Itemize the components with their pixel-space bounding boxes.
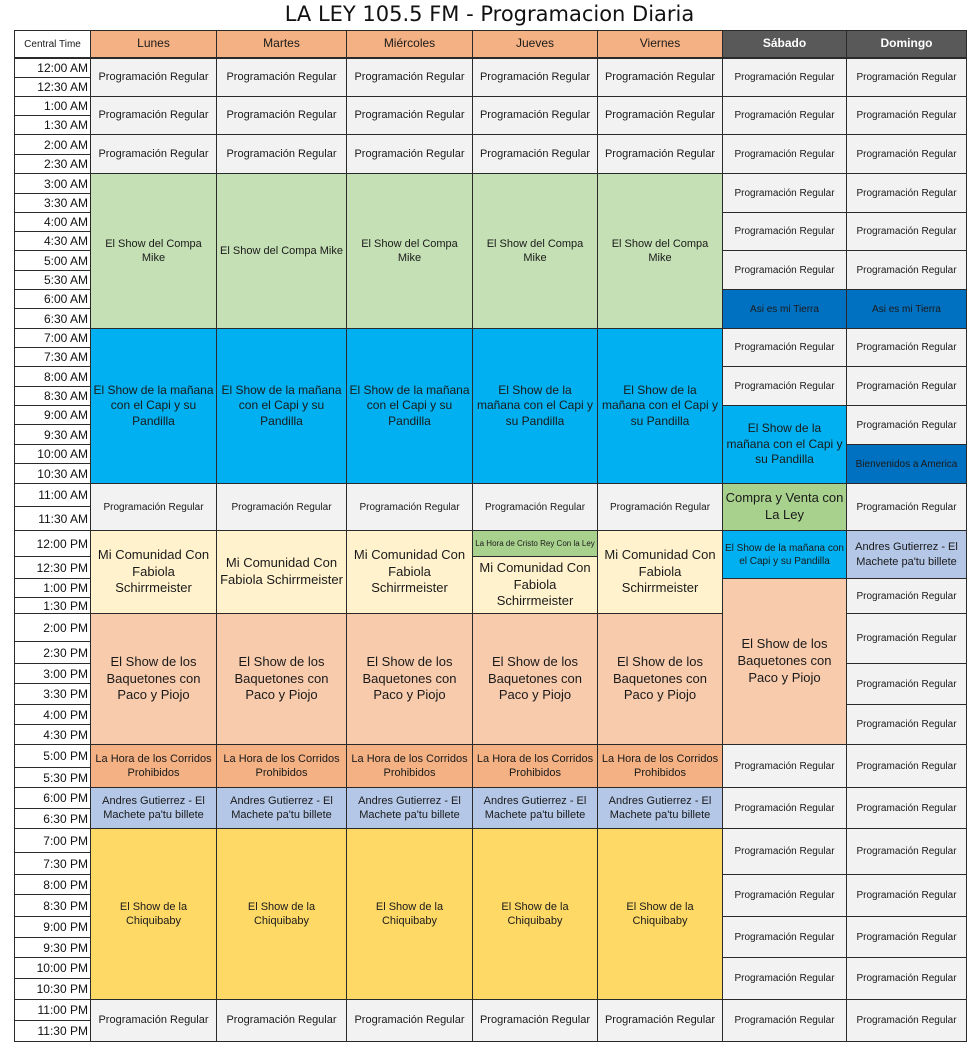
program-baquetones: El Show de los Baquetones con Paco y Piojo bbox=[597, 613, 723, 745]
program-regular: Programación Regular bbox=[346, 134, 473, 174]
program-regular: Programación Regular bbox=[597, 483, 723, 531]
time-label: 12:00 PM bbox=[14, 530, 91, 557]
program-regular: Programación Regular bbox=[722, 916, 847, 958]
time-label: 9:00 PM bbox=[14, 916, 91, 938]
program-baquetones: El Show de los Baquetones con Paco y Piojo bbox=[90, 613, 217, 745]
program-regular: Programación Regular bbox=[846, 58, 967, 97]
time-label: 11:00 PM bbox=[14, 999, 91, 1021]
time-label: 11:30 PM bbox=[14, 1020, 91, 1042]
program-regular: Programación Regular bbox=[346, 999, 473, 1042]
program-regular: Programación Regular bbox=[597, 134, 723, 174]
program-corridos: La Hora de los Corridos Prohibidos bbox=[597, 744, 723, 788]
program-bienvenidos: Bienvenidos a America bbox=[846, 444, 967, 484]
program-regular: Programación Regular bbox=[846, 787, 967, 829]
program-machete: Andres Gutierrez - El Machete pa'tu billete bbox=[90, 787, 217, 829]
program-regular: Programación Regular bbox=[722, 874, 847, 917]
program-regular: Programación Regular bbox=[722, 787, 847, 829]
time-label: 3:00 PM bbox=[14, 663, 91, 684]
program-comunidad: Mi Comunidad Con Fabiola Schirrmeister bbox=[597, 530, 723, 614]
program-regular: Programación Regular bbox=[472, 96, 598, 135]
time-label: 2:30 PM bbox=[14, 641, 91, 664]
program-corridos: La Hora de los Corridos Prohibidos bbox=[346, 744, 473, 788]
program-compa-mike: El Show del Compa Mike bbox=[216, 173, 347, 329]
program-compa-mike: El Show del Compa Mike bbox=[472, 173, 598, 329]
program-regular: Programación Regular bbox=[472, 999, 598, 1042]
program-regular: Programación Regular bbox=[846, 744, 967, 788]
program-regular: Programación Regular bbox=[846, 96, 967, 135]
program-regular: Programación Regular bbox=[722, 250, 847, 290]
program-regular: Programación Regular bbox=[722, 328, 847, 367]
program-regular: Programación Regular bbox=[722, 957, 847, 1000]
time-column-header: Central Time bbox=[14, 30, 91, 58]
program-regular: Programación Regular bbox=[472, 134, 598, 174]
time-label: 7:30 PM bbox=[14, 852, 91, 875]
program-regular: Programación Regular bbox=[846, 134, 967, 174]
time-label: 11:30 AM bbox=[14, 506, 91, 531]
program-machete: Andres Gutierrez - El Machete pa'tu billete bbox=[472, 787, 598, 829]
program-machete: Andres Gutierrez - El Machete pa'tu billete bbox=[597, 787, 723, 829]
time-label: 10:00 AM bbox=[14, 444, 91, 464]
program-regular: Programación Regular bbox=[90, 96, 217, 135]
program-compa-mike: El Show del Compa Mike bbox=[90, 173, 217, 329]
program-regular: Programación Regular bbox=[216, 999, 347, 1042]
program-regular: Programación Regular bbox=[90, 999, 217, 1042]
time-label: 10:00 PM bbox=[14, 957, 91, 979]
time-label: 6:30 PM bbox=[14, 808, 91, 829]
program-baquetones: El Show de los Baquetones con Paco y Piojo bbox=[722, 578, 847, 745]
day-header-3: Jueves bbox=[472, 30, 598, 58]
time-label: 4:30 PM bbox=[14, 724, 91, 745]
program-regular: Programación Regular bbox=[846, 366, 967, 406]
time-label: 9:00 AM bbox=[14, 405, 91, 425]
program-regular: Programación Regular bbox=[846, 212, 967, 251]
program-regular: Programación Regular bbox=[216, 134, 347, 174]
program-manana: El Show de la mañana con el Capi y su Pandilla bbox=[722, 530, 847, 579]
time-label: 2:00 PM bbox=[14, 613, 91, 642]
time-label: 5:30 AM bbox=[14, 270, 91, 290]
program-baquetones: El Show de los Baquetones con Paco y Piojo bbox=[346, 613, 473, 745]
program-manana: El Show de la mañana con el Capi y su Pandilla bbox=[722, 405, 847, 484]
day-header-0: Lunes bbox=[90, 30, 217, 58]
time-label: 1:00 AM bbox=[14, 96, 91, 116]
program-regular: Programación Regular bbox=[722, 366, 847, 406]
program-regular: Programación Regular bbox=[722, 96, 847, 135]
day-header-4: Viernes bbox=[597, 30, 723, 58]
program-regular: Programación Regular bbox=[722, 999, 847, 1042]
program-corridos: La Hora de los Corridos Prohibidos bbox=[216, 744, 347, 788]
program-regular: Programación Regular bbox=[846, 483, 967, 531]
program-machete: Andres Gutierrez - El Machete pa'tu billete bbox=[346, 787, 473, 829]
program-regular: Programación Regular bbox=[216, 58, 347, 97]
program-comunidad: Mi Comunidad Con Fabiola Schirrmeister bbox=[216, 530, 347, 614]
time-label: 5:00 PM bbox=[14, 744, 91, 768]
page-title: LA LEY 105.5 FM - Programacion Diaria bbox=[284, 2, 695, 26]
time-label: 9:30 PM bbox=[14, 937, 91, 958]
program-compa-mike: El Show del Compa Mike bbox=[346, 173, 473, 329]
time-label: 8:00 PM bbox=[14, 874, 91, 895]
time-label: 9:30 AM bbox=[14, 424, 91, 445]
day-header-5: Sábado bbox=[722, 30, 847, 58]
program-chiquibaby: El Show de la Chiquibaby bbox=[346, 828, 473, 1000]
program-regular: Programación Regular bbox=[846, 957, 967, 1000]
program-manana: El Show de la mañana con el Capi y su Pandilla bbox=[346, 328, 473, 484]
time-label: 7:30 AM bbox=[14, 347, 91, 367]
program-regular: Programación Regular bbox=[846, 828, 967, 875]
program-manana: El Show de la mañana con el Capi y su Pandilla bbox=[472, 328, 598, 484]
time-label: 10:30 PM bbox=[14, 978, 91, 1000]
program-regular: Programación Regular bbox=[722, 134, 847, 174]
program-regular: Programación Regular bbox=[722, 58, 847, 97]
time-label: 3:00 AM bbox=[14, 173, 91, 194]
time-label: 8:30 PM bbox=[14, 894, 91, 917]
program-regular: Programación Regular bbox=[846, 613, 967, 664]
time-label: 1:00 PM bbox=[14, 578, 91, 598]
program-manana: El Show de la mañana con el Capi y su Pandilla bbox=[90, 328, 217, 484]
program-baquetones: El Show de los Baquetones con Paco y Piojo bbox=[472, 613, 598, 745]
program-regular: Programación Regular bbox=[722, 744, 847, 788]
time-label: 3:30 AM bbox=[14, 193, 91, 213]
program-regular: Programación Regular bbox=[846, 916, 967, 958]
time-label: 8:30 AM bbox=[14, 386, 91, 406]
program-comunidad: Mi Comunidad Con Fabiola Schirrmeister bbox=[346, 530, 473, 614]
program-regular: Programación Regular bbox=[846, 250, 967, 290]
time-label: 4:30 AM bbox=[14, 231, 91, 251]
time-label: 2:30 AM bbox=[14, 154, 91, 174]
time-label: 12:30 PM bbox=[14, 556, 91, 579]
program-tierra: Asi es mi Tierra bbox=[846, 289, 967, 329]
time-label: 4:00 AM bbox=[14, 212, 91, 232]
time-label: 4:00 PM bbox=[14, 704, 91, 725]
program-regular: Programación Regular bbox=[216, 483, 347, 531]
program-regular: Programación Regular bbox=[346, 96, 473, 135]
time-label: 3:30 PM bbox=[14, 683, 91, 705]
program-chiquibaby: El Show de la Chiquibaby bbox=[597, 828, 723, 1000]
time-label: 6:00 PM bbox=[14, 787, 91, 809]
program-comunidad: Mi Comunidad Con Fabiola Schirrmeister bbox=[90, 530, 217, 614]
program-cristo-rey: La Hora de Cristo Rey Con la Ley bbox=[472, 530, 598, 557]
time-label: 7:00 PM bbox=[14, 828, 91, 853]
program-regular: Programación Regular bbox=[216, 96, 347, 135]
program-regular: Programación Regular bbox=[722, 828, 847, 875]
program-regular: Programación Regular bbox=[846, 874, 967, 917]
day-header-1: Martes bbox=[216, 30, 347, 58]
time-label: 6:00 AM bbox=[14, 289, 91, 309]
program-manana: El Show de la mañana con el Capi y su Pandilla bbox=[597, 328, 723, 484]
program-baquetones: El Show de los Baquetones con Paco y Piojo bbox=[216, 613, 347, 745]
program-regular: Programación Regular bbox=[90, 58, 217, 97]
program-regular: Programación Regular bbox=[722, 173, 847, 213]
program-regular: Programación Regular bbox=[846, 999, 967, 1042]
program-regular: Programación Regular bbox=[346, 483, 473, 531]
program-regular: Programación Regular bbox=[846, 173, 967, 213]
program-regular: Programación Regular bbox=[90, 134, 217, 174]
program-regular: Programación Regular bbox=[90, 483, 217, 531]
program-tierra: Asi es mi Tierra bbox=[722, 289, 847, 329]
program-regular: Programación Regular bbox=[472, 58, 598, 97]
program-chiquibaby: El Show de la Chiquibaby bbox=[216, 828, 347, 1000]
time-label: 7:00 AM bbox=[14, 328, 91, 348]
time-label: 2:00 AM bbox=[14, 134, 91, 155]
program-regular: Programación Regular bbox=[472, 483, 598, 531]
time-label: 11:00 AM bbox=[14, 483, 91, 507]
program-machete: Andres Gutierrez - El Machete pa'tu billete bbox=[846, 530, 967, 579]
program-chiquibaby: El Show de la Chiquibaby bbox=[90, 828, 217, 1000]
program-regular: Programación Regular bbox=[846, 328, 967, 367]
program-regular: Programación Regular bbox=[722, 212, 847, 251]
program-chiquibaby: El Show de la Chiquibaby bbox=[472, 828, 598, 1000]
time-label: 12:30 AM bbox=[14, 77, 91, 97]
program-regular: Programación Regular bbox=[846, 405, 967, 445]
time-label: 5:00 AM bbox=[14, 250, 91, 271]
program-regular: Programación Regular bbox=[597, 96, 723, 135]
day-header-6: Domingo bbox=[846, 30, 967, 58]
time-label: 12:00 AM bbox=[14, 58, 91, 78]
program-regular: Programación Regular bbox=[846, 663, 967, 705]
program-regular: Programación Regular bbox=[597, 58, 723, 97]
time-label: 5:30 PM bbox=[14, 767, 91, 788]
program-compa-mike: El Show del Compa Mike bbox=[597, 173, 723, 329]
program-regular: Programación Regular bbox=[846, 578, 967, 614]
time-label: 10:30 AM bbox=[14, 463, 91, 484]
time-label: 8:00 AM bbox=[14, 366, 91, 387]
day-header-2: Miércoles bbox=[346, 30, 473, 58]
program-corridos: La Hora de los Corridos Prohibidos bbox=[472, 744, 598, 788]
program-comunidad: Mi Comunidad Con Fabiola Schirrmeister bbox=[472, 556, 598, 614]
program-regular: Programación Regular bbox=[597, 999, 723, 1042]
time-label: 1:30 AM bbox=[14, 115, 91, 135]
program-machete: Andres Gutierrez - El Machete pa'tu billete bbox=[216, 787, 347, 829]
program-corridos: La Hora de los Corridos Prohibidos bbox=[90, 744, 217, 788]
time-label: 1:30 PM bbox=[14, 597, 91, 614]
program-compra-venta: Compra y Venta con La Ley bbox=[722, 483, 847, 531]
program-regular: Programación Regular bbox=[346, 58, 473, 97]
program-regular: Programación Regular bbox=[846, 704, 967, 745]
time-label: 6:30 AM bbox=[14, 308, 91, 329]
program-manana: El Show de la mañana con el Capi y su Pandilla bbox=[216, 328, 347, 484]
